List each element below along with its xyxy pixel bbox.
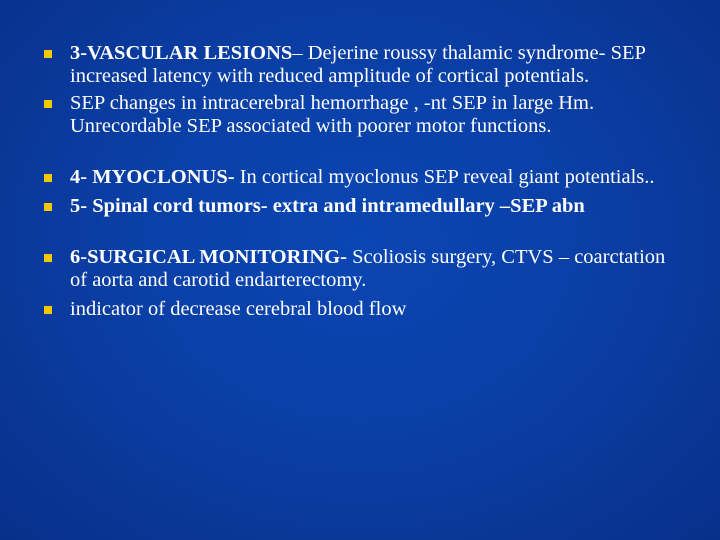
bullet-text: indicator of decrease cerebral blood flow	[70, 298, 407, 320]
bullet-list	[42, 42, 682, 321]
bullet-text: In cortical myoclonus SEP reveal giant potentials..	[234, 166, 655, 188]
bullet-item-myoclonus	[42, 166, 682, 189]
square-bullet-icon	[44, 306, 52, 314]
bullet-heading: 6-SURGICAL MONITORING-	[70, 246, 347, 268]
bullet-text: SEP changes in intracerebral hemorrhage , -nt SEP in large Hm. Unrecordable SEP associated with poorer motor functions.	[70, 92, 595, 137]
bullet-text: – Dejerine roussy thalamic syndrome- SEP increased latency with reduced amplitude of cortical potentials.	[70, 42, 646, 87]
bullet-heading: 4- MYOCLONUS-	[70, 166, 235, 188]
bullet-item-surgical-monitoring	[42, 246, 682, 292]
bullet-text: Scoliosis surgery, CTVS – coarctation of aorta and carotid endarterectomy.	[70, 246, 666, 291]
bullet-item-intracerebral-hemorrhage	[42, 92, 682, 138]
bullet-item-vascular-lesions	[42, 42, 682, 88]
bullet-heading: 5- Spinal cord tumors- extra and intramedullary –SEP abn	[70, 195, 585, 217]
square-bullet-icon	[44, 203, 52, 211]
square-bullet-icon	[44, 174, 52, 182]
square-bullet-icon	[44, 50, 52, 58]
bullet-heading: 3-VASCULAR LESIONS	[70, 42, 293, 64]
square-bullet-icon	[44, 100, 52, 108]
bullet-item-spinal-cord-tumors	[42, 195, 682, 218]
square-bullet-icon	[44, 254, 52, 262]
bullet-item-cerebral-blood-flow	[42, 298, 682, 321]
